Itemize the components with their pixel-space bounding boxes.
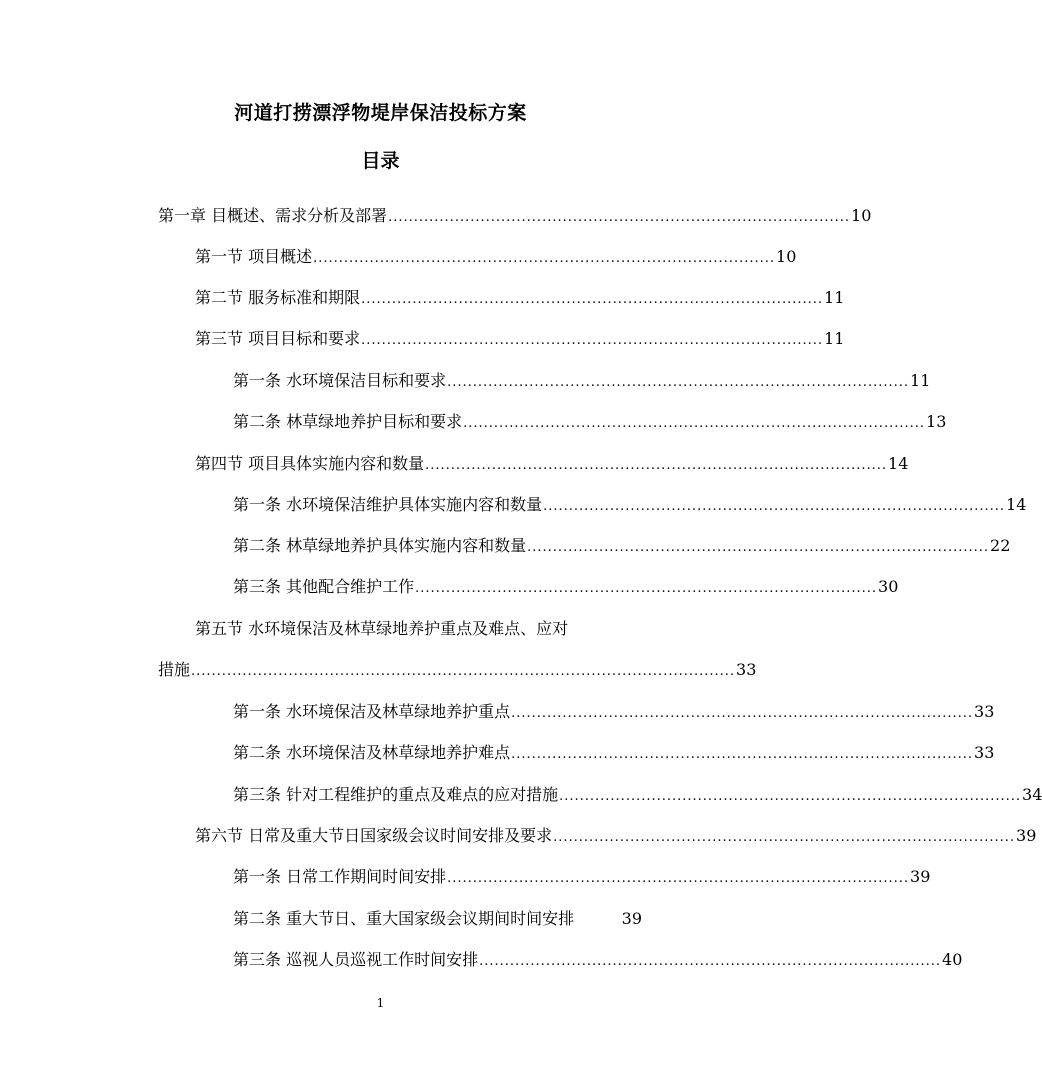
toc-entry-page: 22 [990,536,1011,555]
toc-entry-label: 第三节 项目目标和要求 [195,329,361,348]
toc-entry-article[interactable] [233,699,995,723]
toc-entry-label: 第一章 目概述、需求分析及部署 [158,206,388,225]
toc-entry-page: 14 [1006,495,1027,514]
toc-entry-article[interactable] [233,492,1027,516]
dot-leader: .......................................................................................... [361,292,824,307]
toc-entry-page: 39 [1016,826,1037,845]
toc-entry-label: 第五节 水环境保洁及林草绿地养护重点及难点、应对 [195,619,569,638]
toc-entry-section-5-continued[interactable] [158,657,757,681]
toc-entry-section-2[interactable] [195,285,845,309]
toc-entry-page: 10 [776,247,797,266]
toc-entry-label: 第二条 林草绿地养护目标和要求 [233,412,463,431]
toc-entry-page: 11 [824,288,845,307]
toc-entry-page: 33 [974,743,995,762]
toc-entry-page: 34 [1022,785,1042,804]
toc-entry-article[interactable] [233,533,1011,557]
toc-entry-article[interactable] [233,864,931,888]
toc-entry-article[interactable] [233,947,963,971]
dot-leader: .......................................................................................... [388,210,851,225]
toc-entry-label: 第一节 项目概述 [195,247,313,266]
dot-leader: .......................................................................................... [543,499,1006,514]
toc-heading: 目录 [361,150,400,172]
toc-entry-section-5[interactable] [195,616,642,640]
toc-entry-page: 30 [878,577,899,596]
document-title: 河道打捞漂浮物堤岸保洁投标方案 [234,102,527,124]
toc-entry-page: 33 [736,660,757,679]
toc-entry-article[interactable] [233,740,995,764]
toc-entry-chapter-1[interactable] [158,203,872,227]
toc-entry-page: 14 [888,454,909,473]
toc-entry-label: 第一条 水环境保洁及林草绿地养护重点 [233,702,511,721]
toc-entry-page: 33 [974,702,995,721]
toc-entry-page: 11 [910,371,931,390]
toc-entry-section-3[interactable] [195,326,845,350]
dot-leader: .......................................................................................... [447,375,910,390]
toc-entry-section-6[interactable] [195,823,1037,847]
dot-leader: .......................................................................................... [447,871,910,886]
toc-entry-article[interactable] [233,574,899,598]
toc-entry-page: 39 [910,867,931,886]
toc-entry-section-1[interactable] [195,244,797,268]
toc-entry-label: 第三条 巡视人员巡视工作时间安排 [233,950,479,969]
dot-leader: .......................................................................................... [511,706,974,721]
dot-leader: .......................................................................................... [415,581,878,596]
dot-leader: .......................................................................................... [511,747,974,762]
toc-entry-label: 第一条 日常工作期间时间安排 [233,867,447,886]
page-number: 1 [376,996,385,1010]
toc-entry-label: 第二条 林草绿地养护具体实施内容和数量 [233,536,527,555]
dot-leader: .......................................................................................... [559,789,1022,804]
toc-entry-page: 40 [942,950,963,969]
toc-entry-article[interactable] [233,906,642,930]
toc-entry-page: 11 [824,329,845,348]
dot-leader: .......................................................................................... [313,251,776,266]
toc-entry-label: 第三条 其他配合维护工作 [233,577,415,596]
dot-leader: .......................................................................................................... [191,664,736,679]
toc-entry-article[interactable] [233,368,931,392]
dot-leader: .......................................................................................... [527,540,990,555]
toc-entry-page: 39 [621,909,642,928]
dot-leader: .......................................................................................... [425,458,888,473]
toc-entry-label: 第三条 针对工程维护的重点及难点的应对措施 [233,785,559,804]
toc-entry-label: 第一条 水环境保洁目标和要求 [233,371,447,390]
toc-entry-label: 第二条 重大节日、重大国家级会议期间时间安排 [233,909,575,928]
toc-entry-label: 第四节 项目具体实施内容和数量 [195,454,425,473]
toc-entry-label: 第二节 服务标准和期限 [195,288,361,307]
toc-entry-page: 10 [851,206,872,225]
dot-leader: .......................................................................................... [463,416,926,431]
toc-entry-label: 第六节 日常及重大节日国家级会议时间安排及要求 [195,826,553,845]
dot-leader: .......................................................................................... [361,333,824,348]
toc-entry-article[interactable] [233,409,947,433]
toc-entry-label: 第一条 水环境保洁维护具体实施内容和数量 [233,495,543,514]
toc-entry-label: 第二条 水环境保洁及林草绿地养护难点 [233,743,511,762]
toc-entry-section-4[interactable] [195,451,909,475]
toc-entry-label: 措施 [158,660,191,679]
dot-leader: .......................................................................................... [479,954,942,969]
toc-entry-page: 13 [926,412,947,431]
dot-leader: .......................................................................................... [553,830,1016,845]
toc-entry-article[interactable] [233,782,1042,806]
